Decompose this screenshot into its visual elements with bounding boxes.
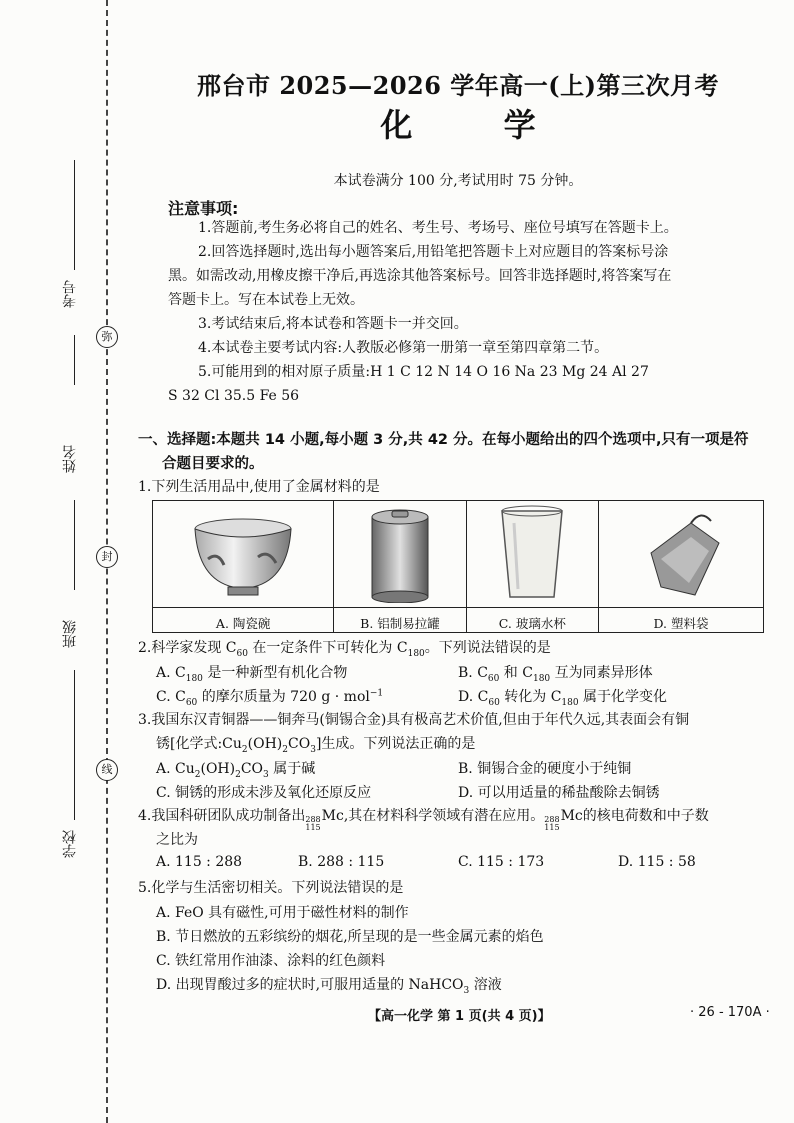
aluminum-can-image (334, 501, 466, 608)
q1-option-b: B. 铝制易拉罐 (334, 608, 466, 633)
notice-line-3: 黑。如需改动,用橡皮擦干净后,再选涂其他答案标号。回答非选择题时,将答案写在 (168, 268, 672, 284)
exam-no-line[interactable] (74, 160, 75, 270)
class-line[interactable] (74, 670, 75, 820)
q1-option-c: C. 玻璃水杯 (466, 608, 598, 633)
q5-option-d: D. 出现胃酸过多的症状时,可服用适量的 NaHCO$_3$ 溶液 (156, 977, 502, 996)
notice-line-2: 2.回答选择题时,选出每小题答案后,用铅笔把答题卡上对应题目的答案标号涂 (198, 244, 669, 260)
seal-mark-2: 封 (96, 546, 118, 568)
class-field[interactable] (60, 600, 90, 830)
name-line[interactable] (74, 500, 75, 590)
notice-line-8: S 32 Cl 35.5 Fe 56 (168, 388, 300, 404)
q4-option-b: B. 288 : 115 (298, 854, 385, 870)
exam-no-line-2 (74, 335, 75, 385)
section-heading (138, 428, 749, 476)
exam-no-field[interactable] (60, 160, 90, 390)
q4-option-c: C. 115 : 173 (458, 854, 545, 870)
q3-option-d: D. 可以用适量的稀盐酸除去铜锈 (458, 785, 660, 801)
q1-stem: 1.下列生活用品中,使用了金属材料的是 (138, 479, 380, 495)
q4-option-d: D. 115 : 58 (618, 854, 696, 870)
q1-options-table (152, 500, 764, 633)
name-label: 姓名 (62, 445, 78, 473)
q3-stem-line-2: 锈[化学式$:Cu_2(OH)_2CO_3$]生成。下列说法正确的是 (156, 736, 476, 755)
notice-line-5: 3.考试结束后,将本试卷和答题卡一并交回。 (198, 316, 468, 332)
q5-stem: 5.化学与生活密切相关。下列说法错误的是 (138, 880, 404, 896)
exam-no-label: 考号 (62, 280, 78, 308)
name-field[interactable] (60, 400, 90, 600)
q5-option-c: C. 铁红常用作油漆、涂料的红色颜料 (156, 953, 386, 969)
school-label: 学校 (62, 830, 78, 858)
notice-line-4: 答题卡上。写在本试卷上无效。 (168, 292, 364, 308)
notice-line-7: 5.可能用到的相对原子质量:H 1 C 12 N 14 O 16 Na 23 Mg 24 Al 27 (198, 364, 649, 380)
school-field[interactable] (60, 830, 90, 910)
binding-margin (0, 0, 120, 1123)
paper-code: · 26 - 170A · (690, 1005, 770, 1020)
q4-option-a: A. 115 : 288 (156, 854, 243, 870)
q5-option-b: B. 节日燃放的五彩缤纷的烟花,所呈现的是一些金属元素的焰色 (156, 929, 544, 945)
q2-option-b: B. $C_{60}$ 和 $C_{180}$ 互为同素异形体 (458, 665, 653, 684)
class-label: 班级 (62, 620, 78, 648)
q4-stem-line-2: 之比为 (156, 832, 198, 848)
subject-title: 化 学 (380, 106, 576, 144)
q3-stem-line-1: 3.我国东汉青铜器——铜奔马(铜锡合金)具有极高艺术价值,但由于年代久远,其表面会有铜 (138, 712, 690, 728)
q2-option-a: A. $C_{180}$ 是一种新型有机化合物 (156, 665, 348, 684)
glass-cup-image (466, 501, 598, 608)
section-heading-line-2: 合题目要求的。 (162, 456, 264, 472)
notice-line-6: 4.本试卷主要考试内容:人教版必修第一册第一章至第四章第二节。 (198, 340, 609, 356)
q1-option-d: D. 塑料袋 (598, 608, 763, 633)
notice-title: 注意事项: (168, 199, 239, 218)
exam-info: 本试卷满分 100 分,考试用时 75 分钟。 (333, 173, 583, 189)
q2-stem: 2.科学家发现 $C_{60}$ 在一定条件下可转化为 $C_{180}$。下列说法错误的是 (138, 640, 551, 659)
q3-option-a: A. $Cu_2(OH)_2CO_3$ 属于碱 (156, 761, 316, 780)
section-heading-line-1: 一、选择题:本题共 14 小题,每小题 3 分,共 42 分。在每小题给出的四个选项中,只有一项是符 (138, 432, 749, 448)
page-footer: 【高一化学 第 1 页(共 4 页)】 (368, 1009, 551, 1024)
seal-mark-3: 线 (96, 759, 118, 781)
plastic-bag-image (598, 501, 763, 608)
q2-option-c: C. $C_{60}$ 的摩尔质量为 720 g · mol$^{-1}$ (156, 688, 384, 708)
q4-stem-line-1: 4.我国科研团队成功制备出 288 115 Mc,其在材料科学领域有潜在应用。 288 115 Mc的核电荷数和中子数 (138, 808, 709, 832)
seal-mark-1: 弥 (96, 326, 118, 348)
ceramic-bowl-image (153, 501, 334, 608)
exam-title: 邢台市 2025—2026 学年高一(上)第三次月考 (196, 71, 719, 100)
q5-option-a: A. FeO 具有磁性,可用于磁性材料的制作 (156, 905, 409, 921)
q3-option-c: C. 铜锈的形成未涉及氧化还原反应 (156, 785, 372, 801)
q1-option-a: A. 陶瓷碗 (153, 608, 334, 633)
q3-option-b: B. 铜锡合金的硬度小于纯铜 (458, 761, 632, 777)
notice-line-1: 1.答题前,考生务必将自己的姓名、考生号、考场号、座位号填写在答题卡上。 (198, 220, 678, 236)
q2-option-d: D. $C_{60}$ 转化为 $C_{180}$ 属于化学变化 (458, 689, 668, 708)
